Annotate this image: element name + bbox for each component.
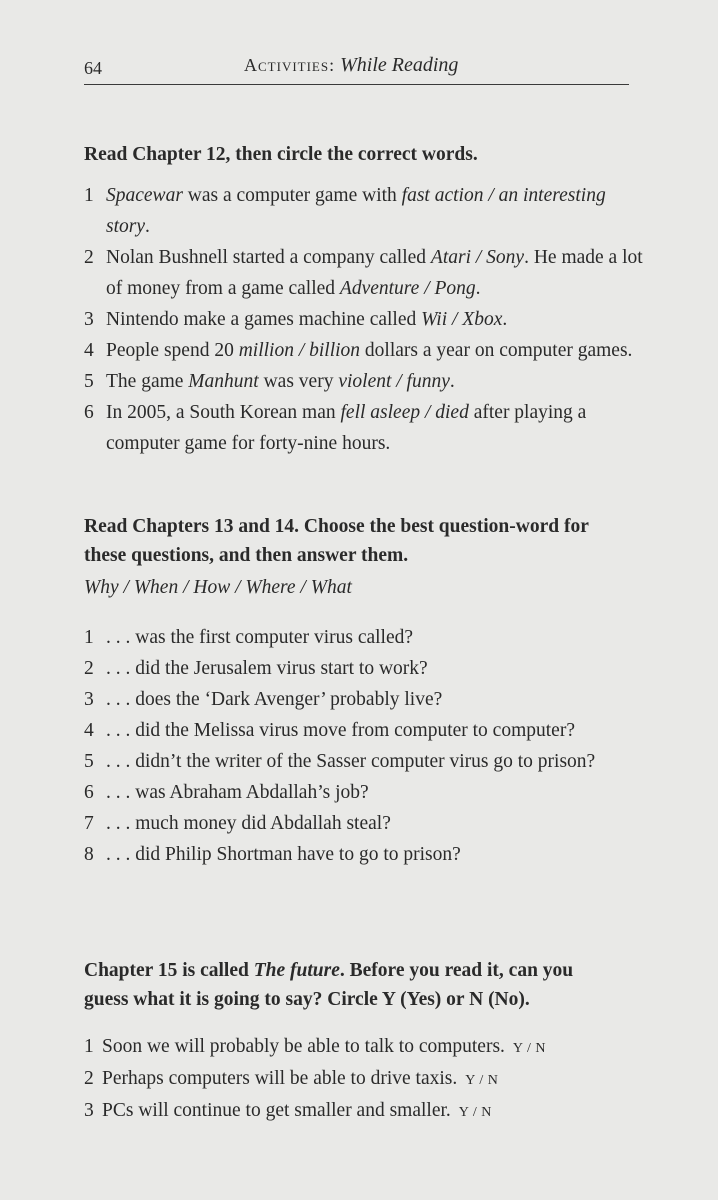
item-number: 5 bbox=[84, 371, 94, 392]
section2-list bbox=[84, 622, 644, 870]
italic-text: fell asleep / died bbox=[340, 402, 469, 423]
list-item bbox=[84, 1064, 644, 1096]
list-item bbox=[84, 1032, 644, 1064]
list-item bbox=[84, 746, 644, 777]
section3-heading-title: The future bbox=[253, 960, 340, 981]
list-item bbox=[84, 304, 644, 335]
list-item bbox=[84, 653, 644, 684]
section3-heading-part2: . Before you read it, can you bbox=[339, 960, 574, 981]
item-text: Soon we will probably be able to talk to computers. bbox=[102, 1036, 505, 1057]
item-number: 6 bbox=[84, 782, 94, 803]
question-word-options: Why / When / How / Where / What bbox=[84, 577, 352, 598]
item-text: . . . did the Melissa virus move from computer to computer? bbox=[106, 720, 575, 741]
section2-heading-line1: Read Chapters 13 and 14. Choose the best question-word for bbox=[84, 516, 589, 537]
item-number: 3 bbox=[84, 689, 94, 710]
item-number: 8 bbox=[84, 844, 94, 865]
item-number: 7 bbox=[84, 813, 94, 834]
item-number: 3 bbox=[84, 309, 94, 330]
running-section: Activities: bbox=[244, 55, 336, 75]
list-item bbox=[84, 180, 644, 242]
section2-heading bbox=[84, 512, 589, 570]
yes-no-choice: Y / N bbox=[512, 1041, 547, 1056]
item-number: 3 bbox=[84, 1100, 94, 1121]
text-run: after playing a computer game for forty-nine hours. bbox=[106, 402, 587, 454]
italic-text: Adventure / Pong bbox=[339, 278, 476, 299]
list-item bbox=[84, 242, 644, 304]
list-item bbox=[84, 777, 644, 808]
item-number: 5 bbox=[84, 751, 94, 772]
item-text: Perhaps computers will be able to drive taxis. bbox=[102, 1068, 458, 1089]
item-text: . . . was Abraham Abdallah’s job? bbox=[106, 782, 369, 803]
text-run: Nintendo make a games machine called bbox=[106, 309, 422, 330]
section3-heading bbox=[84, 956, 573, 1014]
list-item bbox=[84, 622, 644, 653]
italic-text: fast action / an interesting story bbox=[106, 185, 606, 237]
italic-text: Manhunt bbox=[188, 371, 259, 392]
item-text bbox=[106, 180, 644, 242]
item-text: . . . was the first computer virus called? bbox=[106, 627, 414, 648]
text-run: . bbox=[502, 309, 508, 330]
item-text: . . . did Philip Shortman have to go to prison? bbox=[106, 844, 461, 865]
item-text bbox=[106, 397, 644, 459]
running-title bbox=[244, 54, 458, 77]
item-text bbox=[106, 304, 644, 335]
section2-heading-line2: these questions, and then answer them. bbox=[84, 545, 409, 566]
italic-text: Wii / Xbox bbox=[421, 309, 503, 330]
list-item bbox=[84, 397, 644, 459]
yes-no-choice: Y / N bbox=[458, 1105, 492, 1120]
list-item bbox=[84, 1096, 644, 1128]
list-item bbox=[84, 808, 644, 839]
yes-no-choice: Y / N bbox=[465, 1073, 499, 1088]
item-number: 2 bbox=[84, 247, 94, 268]
text-run: was very bbox=[258, 371, 339, 392]
text-run: In 2005, a South Korean man bbox=[106, 402, 341, 423]
running-title-text: While Reading bbox=[340, 54, 459, 76]
text-run: . He made a lot of money from a game called bbox=[106, 247, 643, 299]
item-text bbox=[106, 335, 644, 366]
item-text: . . . does the ‘Dark Avenger’ probably live? bbox=[106, 689, 443, 710]
text-run: People spend 20 bbox=[106, 340, 239, 361]
list-item bbox=[84, 684, 644, 715]
text-run: Nolan Bushnell started a company called bbox=[106, 247, 431, 268]
item-number: 2 bbox=[84, 658, 94, 679]
text-run: The game bbox=[106, 371, 189, 392]
item-number: 2 bbox=[84, 1068, 94, 1089]
list-item bbox=[84, 335, 644, 366]
page-number: 64 bbox=[84, 58, 102, 78]
list-item bbox=[84, 839, 644, 870]
item-number: 4 bbox=[84, 720, 94, 741]
text-run: was a computer game with bbox=[182, 185, 402, 206]
item-number: 1 bbox=[84, 627, 94, 648]
italic-text: Atari / Sony bbox=[430, 247, 525, 268]
italic-text: million / billion bbox=[238, 340, 361, 361]
list-item bbox=[84, 366, 644, 397]
item-text: . . . much money did Abdallah steal? bbox=[106, 813, 391, 834]
text-run: . bbox=[145, 216, 150, 237]
item-number: 6 bbox=[84, 402, 94, 423]
italic-text: Spacewar bbox=[106, 185, 183, 206]
section1-list bbox=[84, 180, 644, 459]
section3-list bbox=[84, 1032, 644, 1128]
list-item bbox=[84, 715, 644, 746]
item-number: 1 bbox=[84, 1036, 94, 1057]
item-text bbox=[106, 242, 644, 304]
text-run: . bbox=[475, 278, 481, 299]
text-run: . bbox=[449, 371, 455, 392]
section3-heading-part1: Chapter 15 is called bbox=[84, 960, 254, 981]
section1-heading: Read Chapter 12, then circle the correct words. bbox=[84, 144, 478, 165]
item-text: . . . did the Jerusalem virus start to work? bbox=[106, 658, 428, 679]
text-run: dollars a year on computer games. bbox=[360, 340, 633, 361]
item-text: . . . didn’t the writer of the Sasser computer virus go to prison? bbox=[106, 751, 596, 772]
item-text bbox=[106, 366, 644, 397]
header-rule bbox=[84, 84, 629, 85]
item-number: 1 bbox=[84, 185, 94, 206]
item-number: 4 bbox=[84, 340, 94, 361]
item-text: PCs will continue to get smaller and smaller. bbox=[102, 1100, 451, 1121]
italic-text: violent / funny bbox=[338, 371, 450, 392]
section3-heading-line2: guess what it is going to say? Circle Y (Yes) or N (No). bbox=[84, 989, 530, 1010]
running-head bbox=[84, 52, 644, 82]
